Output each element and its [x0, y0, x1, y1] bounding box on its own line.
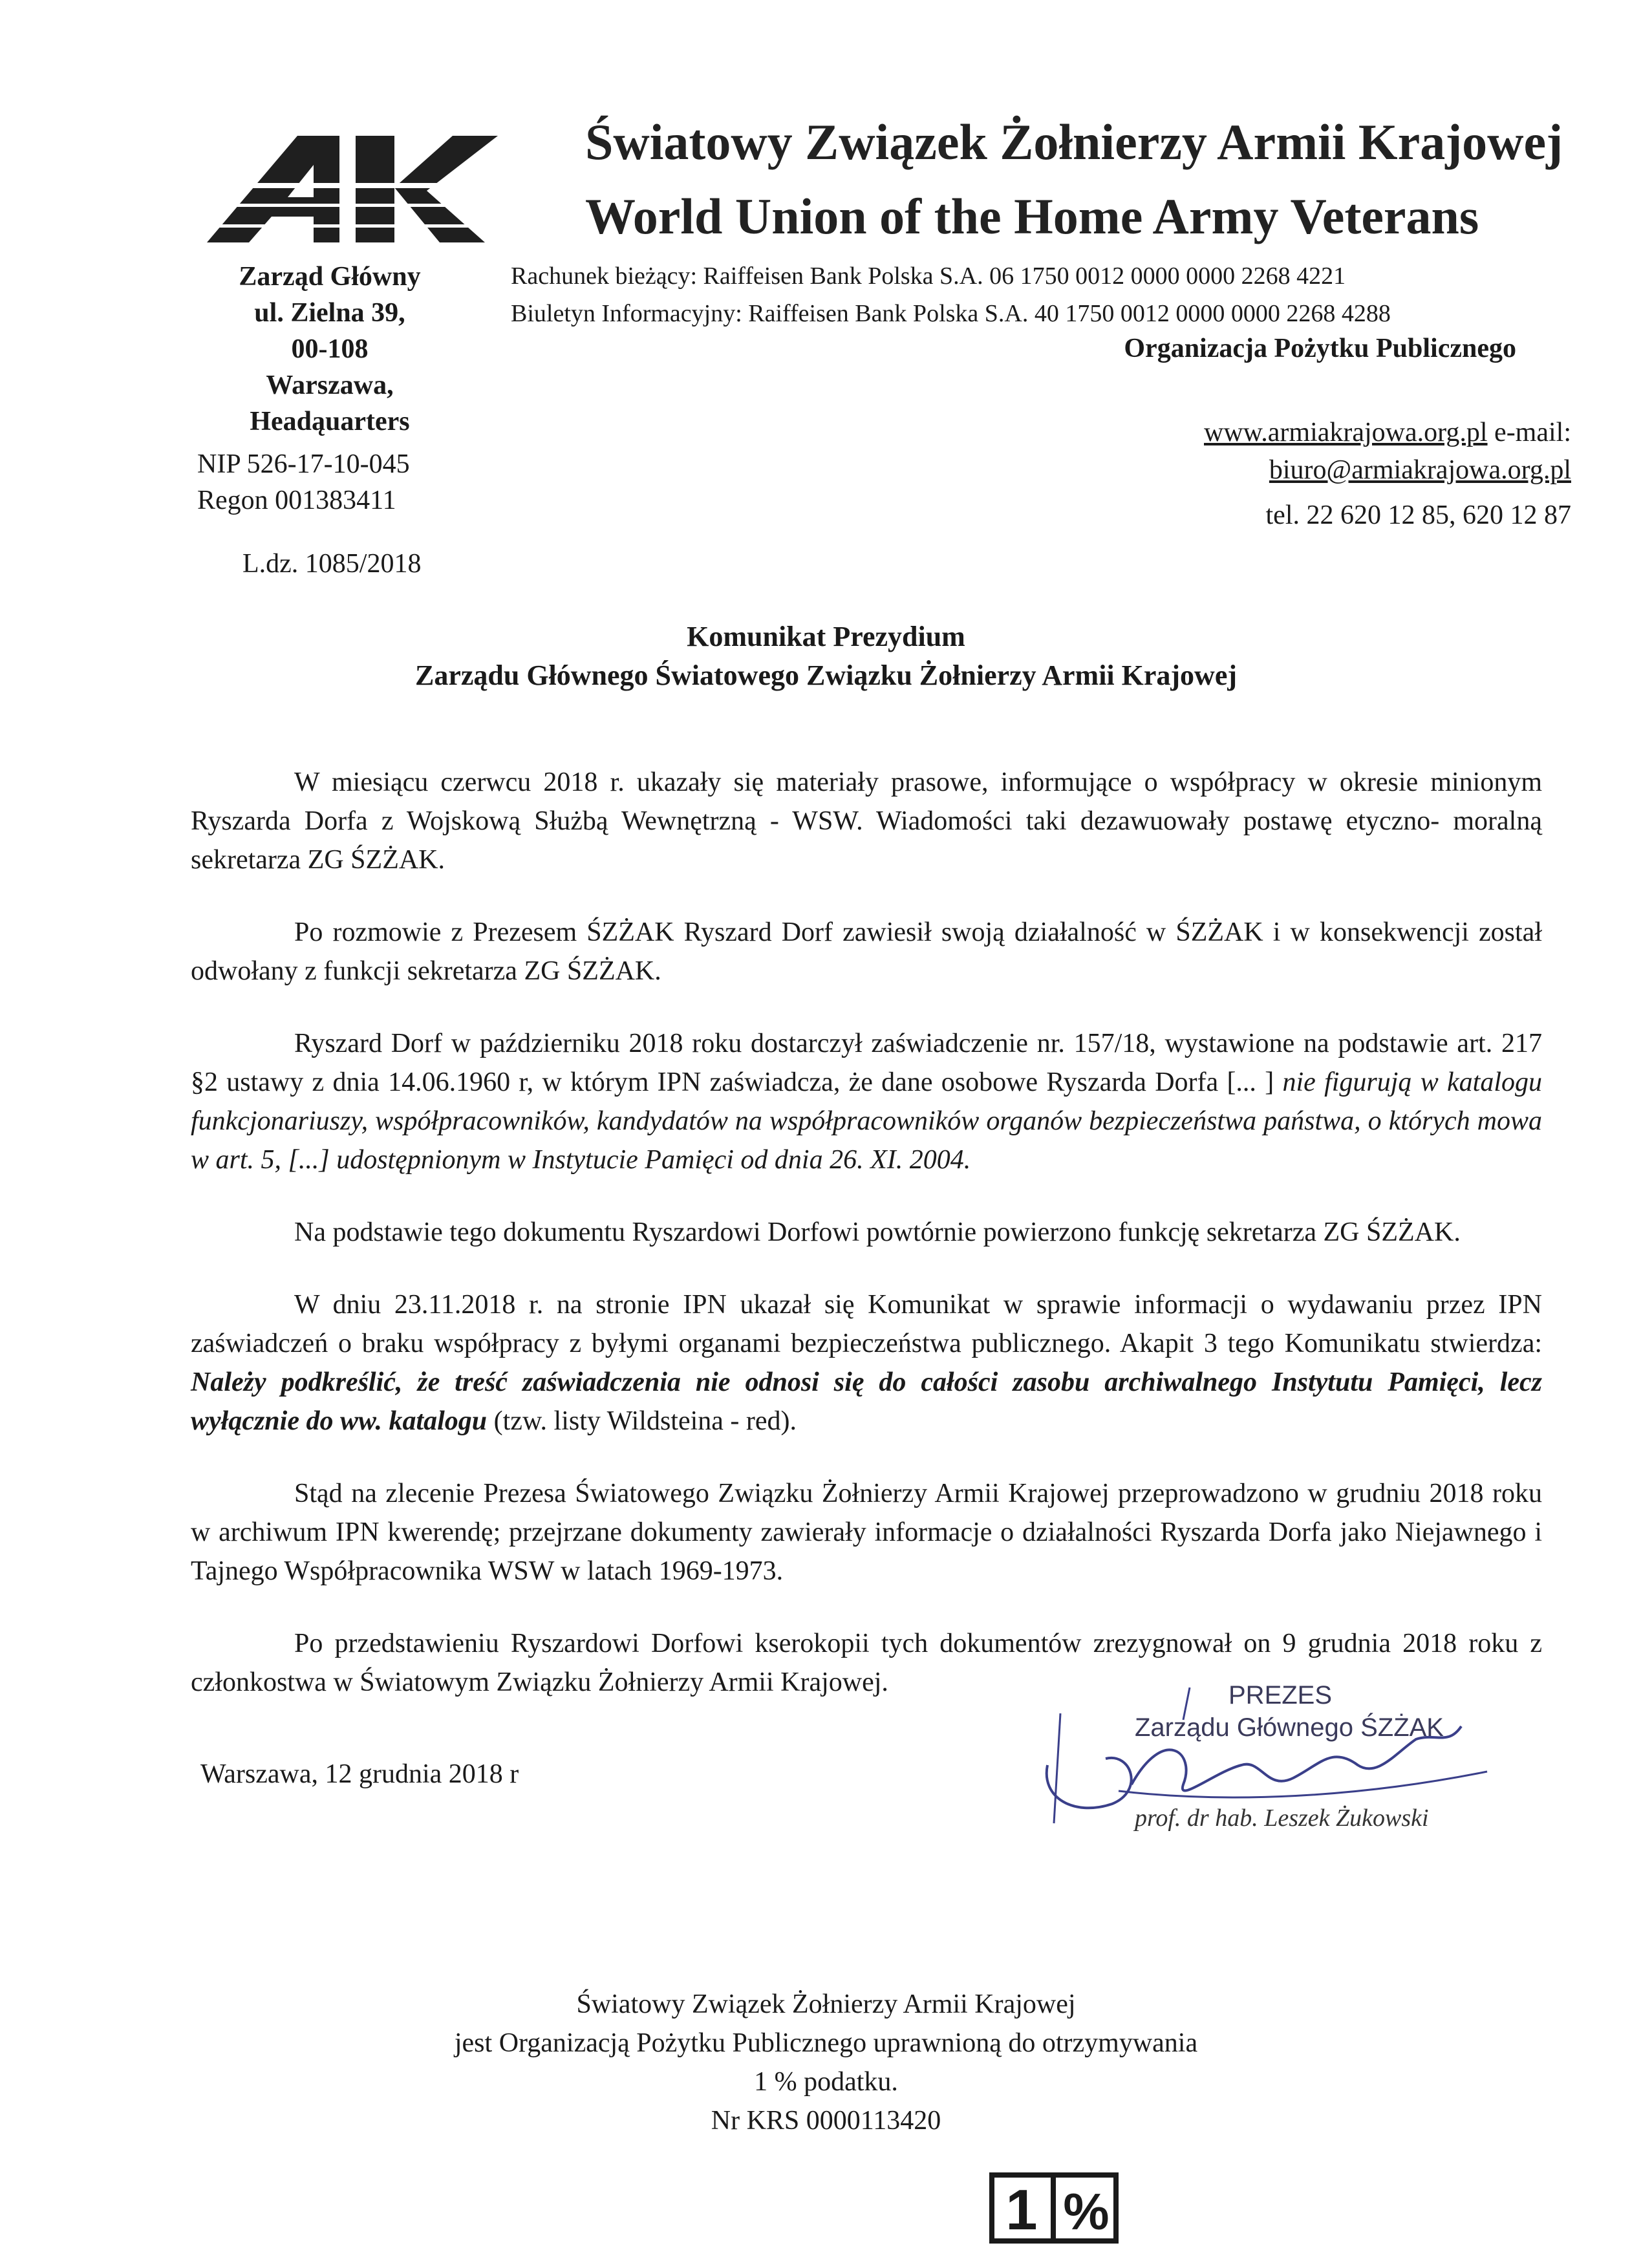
hq-line: 00-108 — [291, 334, 369, 364]
bank-account-bulletin: Biuletyn Informacyjny: Raiffeisen Bank Polska S.A. 40 1750 0012 0000 0000 2268 4288 — [511, 300, 1391, 327]
footer-line: jest Organizacją Pożytku Publicznego uprawnioną do otrzymywania — [454, 2028, 1198, 2058]
svg-text:%: % — [1063, 2183, 1110, 2240]
heading-line-1: Komunikat Prezydium — [687, 621, 965, 652]
org-title-english: World Union of the Home Army Veterans — [585, 188, 1479, 244]
org-title-polish: Światowy Związek Żołnierzy Armii Krajowej — [585, 114, 1563, 170]
paragraph-text: Ryszard Dorf w październiku 2018 roku dostarczył zaświadczenie nr. 157/18, wystawione na podstawie art. 217 §2 ustawy z dnia 14.06.1960 r, w którym IPN zaświadcza, że dane osobowe Ryszarda Dorfa [... ] — [191, 1029, 1542, 1097]
paragraph: Po przedstawieniu Ryszardowi Dorfowi kserokopii tych dokumentów zrezygnował on 9 grudnia 2018 roku z członkostwa w Światowym Związku Żołnierzy Armii Krajowej. — [191, 1629, 1542, 1697]
ak-logo — [200, 126, 504, 249]
paragraph — [191, 1024, 1542, 1179]
communique-body — [191, 763, 1542, 1735]
phone-numbers: tel. 22 620 12 85, 620 12 87 — [1265, 500, 1571, 530]
signatory-title: PREZES — [1228, 1681, 1333, 1709]
one-percent-badge — [989, 2172, 1119, 2244]
footer-line: 1 % podatku. — [754, 2067, 898, 2097]
bank-account-current: Rachunek bieżący: Raiffeisen Bank Polska S.A. 06 1750 0012 0000 0000 2268 4221 — [511, 263, 1346, 290]
paragraph: Po rozmowie z Prezesem ŚZŻAK Ryszard Dorf zawiesił swoją działalność w ŚZŻAK i w konsekwencji został odwołany z funkcji sekretarza ZG ŚZŻAK. — [191, 917, 1542, 986]
paragraph-text: (tzw. listy Wildsteina - red). — [487, 1406, 797, 1436]
bank-accounts — [511, 257, 1391, 332]
nip-number: NIP 526-17-10-045 — [197, 449, 410, 479]
contact-line-web — [1204, 414, 1571, 451]
signatory-name: prof. dr hab. Leszek Żukowski — [1135, 1805, 1429, 1832]
quoted-certificate: nie figurują w katalogu funkcjonariuszy, współpracowników, kandydatów na współpracowników organów bezpieczeństwa państwa, o których mowa w art. 5, [...] udostępnionym w Instytucie Pamięci od dnia 26. XI. 2004. — [191, 1067, 1542, 1175]
public-benefit-label: Organizacja Pożytku Publicznego — [1124, 334, 1516, 363]
website-link[interactable]: www.armiakrajowa.org.pl — [1204, 418, 1488, 447]
footer-note — [0, 1985, 1652, 2140]
signatory-office: Zarządu Głównego ŚZŻAK — [1135, 1713, 1444, 1742]
date-place: Warszawa, 12 grudnia 2018 r — [200, 1759, 519, 1789]
footer-line: Światowy Związek Żołnierzy Armii Krajowej — [576, 1989, 1076, 2019]
email-label: e-mail: — [1494, 418, 1571, 447]
paragraph: Stąd na zlecenie Prezesa Światowego Związku Żołnierzy Armii Krajowej przeprowadzono w grudniu 2018 roku w archiwum IPN kwerendę; przejrzane dokumenty zawierały informacje o działalności Ryszarda Dorfa jako Niejawnego i Tajnego Współpracownika WSW w latach 1969-1973. — [191, 1479, 1542, 1586]
email-link[interactable]: biuro@armiakrajowa.org.pl — [1269, 455, 1571, 485]
heading-line-2: Zarządu Głównego Światowego Związku Żołnierzy Armii Krajowej — [414, 659, 1237, 691]
communique-heading — [0, 617, 1652, 695]
svg-text:1: 1 — [1005, 2178, 1038, 2242]
paragraph-text: W dniu 23.11.2018 r. na stronie IPN ukazał się Komunikat w sprawie informacji o wydawaniu przez IPN zaświadczeń o braku współpracy z byłymi organami bezpieczeństwa publicznego. Akapit 3 tego Komunikatu stwierdza: — [191, 1290, 1542, 1358]
paragraph: W miesiącu czerwcu 2018 r. ukazały się materiały prasowe, informujące o współpracy w okresie minionym Ryszarda Dorfa z Wojskową Służbą Wewnętrzną - WSW. Wiadomości taki dezawuowały postawę etyczno- moralną sekretarza ZG ŚZŻAK. — [191, 767, 1542, 875]
registration-ids — [197, 446, 410, 519]
hq-line: ul. Zielna 39, — [254, 298, 405, 328]
headquarters-address — [194, 259, 466, 440]
footer-line: Nr KRS 0000113420 — [711, 2106, 941, 2136]
hq-line: Headąuarters — [250, 407, 410, 436]
hq-line: Zarząd Główny — [239, 262, 421, 292]
hq-line: Warszawa, — [266, 370, 394, 400]
paragraph: Na podstawie tego dokumentu Ryszardowi Dorfowi powtórnie powierzono funkcję sekretarza ZG ŚZŻAK. — [294, 1217, 1461, 1247]
quoted-statement: Należy podkreślić, że treść zaświadczenia nie odnosi się do całości zasobu archiwalnego Instytutu Pamięci, lecz wyłącznie do ww. katalogu — [191, 1367, 1542, 1436]
reference-number: L.dz. 1085/2018 — [242, 549, 422, 579]
contact-block — [1204, 414, 1571, 534]
paragraph — [191, 1285, 1542, 1441]
regon-number: Regon 001383411 — [197, 486, 396, 515]
